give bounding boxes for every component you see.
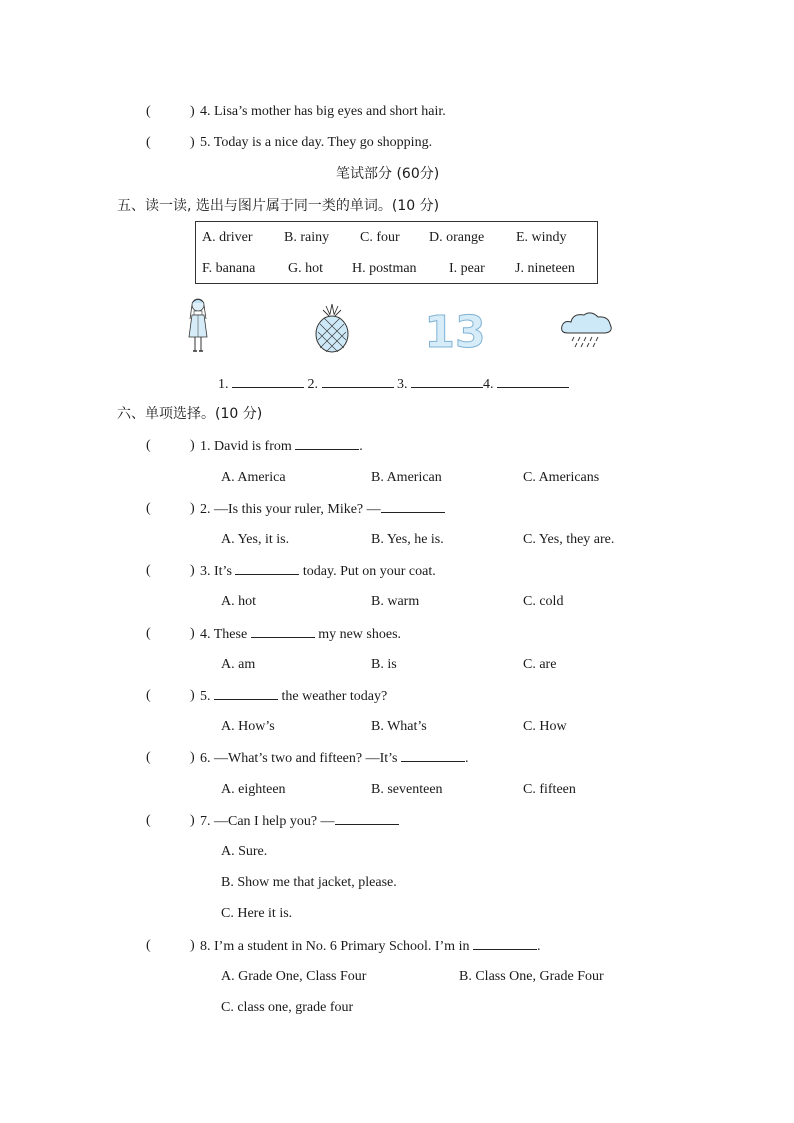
written-part-title: 笔试部分 (60分) <box>336 166 440 182</box>
question-number: 3. <box>200 564 211 579</box>
question-text <box>200 103 446 121</box>
question-number: 4. <box>200 104 211 119</box>
word-option: D. orange <box>429 230 485 245</box>
rain-cloud-picture <box>558 309 614 349</box>
option-b: B. Yes, he is. <box>371 532 444 547</box>
fill-blank[interactable] <box>401 749 465 762</box>
option-c: C. Americans <box>523 470 600 485</box>
section6-heading: 六、单项选择。(10 分) <box>117 406 263 422</box>
question-number: 4. <box>200 627 211 642</box>
option-a: A. eighteen <box>221 782 286 797</box>
option-c: C. Here it is. <box>221 906 293 921</box>
option-a: A. Yes, it is. <box>221 532 290 547</box>
question-number: 6. <box>200 751 211 766</box>
answer-paren-close: ) <box>190 135 195 150</box>
word-option: E. windy <box>516 230 567 245</box>
word-option: B. rainy <box>284 230 330 245</box>
answer-paren-close: ) <box>190 438 195 453</box>
question-text <box>200 812 399 831</box>
pineapple-picture <box>312 302 352 354</box>
word-option: J. nineteen <box>515 261 575 276</box>
answer-paren-close: ) <box>190 501 195 516</box>
answer-paren-open: ( <box>146 813 151 828</box>
option-c: C. fifteen <box>523 782 576 797</box>
question-text <box>200 625 401 644</box>
fill-blank[interactable] <box>473 937 537 950</box>
option-b: B. American <box>371 470 442 485</box>
question-text <box>200 562 436 581</box>
fill-blank[interactable] <box>381 500 445 513</box>
word-option: F. banana <box>202 261 256 276</box>
answer-paren-close: ) <box>190 750 195 765</box>
answer-paren-open: ( <box>146 938 151 953</box>
answer-paren-open: ( <box>146 438 151 453</box>
word-option: I. pear <box>449 261 485 276</box>
answer-blank-3[interactable] <box>411 375 483 388</box>
question-number: 8. <box>200 939 211 954</box>
answer-paren-open: ( <box>146 104 151 119</box>
option-c: C. Yes, they are. <box>523 532 615 547</box>
question-post: . <box>359 439 363 454</box>
option-c: C. class one, grade four <box>221 1000 354 1015</box>
option-a: A. am <box>221 657 256 672</box>
section5-heading: 五、读一读, 选出与图片属于同一类的单词。(10 分) <box>117 198 440 214</box>
answer-paren-open: ( <box>146 688 151 703</box>
word-option: H. postman <box>352 261 417 276</box>
option-c: C. cold <box>523 594 564 609</box>
fill-blank[interactable] <box>214 687 278 700</box>
number-13-text: 13 <box>424 307 486 358</box>
answer-paren-open: ( <box>146 135 151 150</box>
option-b: B. Class One, Grade Four <box>459 969 604 984</box>
question-number: 2. <box>200 502 211 517</box>
question-post: my new shoes. <box>318 627 402 642</box>
question-body: Today is a nice day. They go shopping. <box>213 135 433 150</box>
question-text <box>200 134 432 152</box>
question-number: 1. <box>200 439 211 454</box>
question-pre: —What’s two and fifteen? —It’s <box>214 751 398 766</box>
picture-answer-row <box>218 375 569 394</box>
option-a: A. How’s <box>221 719 275 734</box>
fill-blank[interactable] <box>235 562 299 575</box>
question-number: 7. <box>200 814 211 829</box>
answer-blank-2[interactable] <box>322 375 394 388</box>
option-b: B. Show me that jacket, please. <box>221 875 397 890</box>
question-pre: I’m a student in No. 6 Primary School. I’m in <box>214 939 470 954</box>
question-pre: —Can I help you? — <box>214 814 335 829</box>
question-pre: David is from <box>214 439 292 454</box>
question-text <box>200 437 363 456</box>
option-a: A. Sure. <box>221 844 268 859</box>
question-pre: —Is this your ruler, Mike? — <box>214 502 381 517</box>
word-option: G. hot <box>288 261 323 276</box>
answer-label: 2. <box>307 377 318 392</box>
answer-paren-close: ) <box>190 938 195 953</box>
answer-paren-close: ) <box>190 626 195 641</box>
word-bank-box <box>195 221 598 284</box>
answer-paren-close: ) <box>190 688 195 703</box>
option-b: B. What’s <box>371 719 427 734</box>
question-number: 5. <box>200 135 211 150</box>
option-a: A. Grade One, Class Four <box>221 969 367 984</box>
fill-blank[interactable] <box>295 437 359 450</box>
question-body: Lisa’s mother has big eyes and short hair. <box>214 104 446 119</box>
answer-blank-1[interactable] <box>232 375 304 388</box>
answer-paren-close: ) <box>190 813 195 828</box>
fill-blank[interactable] <box>335 812 399 825</box>
option-b: B. is <box>371 657 397 672</box>
answer-label: 1. <box>218 377 229 392</box>
question-text <box>200 500 445 519</box>
answer-paren-open: ( <box>146 750 151 765</box>
option-a: A. America <box>221 470 286 485</box>
option-c: C. are <box>523 657 557 672</box>
answer-paren-open: ( <box>146 501 151 516</box>
word-option: C. four <box>360 230 400 245</box>
question-post: . <box>536 939 541 954</box>
answer-blank-4[interactable] <box>497 375 569 388</box>
number-13-picture <box>424 307 486 358</box>
nurse-girl-picture <box>186 297 210 355</box>
answer-label: 3. <box>397 377 408 392</box>
answer-paren-open: ( <box>146 563 151 578</box>
question-pre: It’s <box>214 564 232 579</box>
option-b: B. warm <box>371 594 420 609</box>
option-a: A. hot <box>221 594 256 609</box>
answer-paren-close: ) <box>190 104 195 119</box>
option-b: B. seventeen <box>371 782 443 797</box>
answer-label: 4. <box>483 377 494 392</box>
answer-paren-close: ) <box>190 563 195 578</box>
question-post: . <box>465 751 469 766</box>
answer-paren-open: ( <box>146 626 151 641</box>
question-post: today. Put on your coat. <box>302 564 436 579</box>
question-post: the weather today? <box>281 689 388 704</box>
question-pre: These <box>213 627 248 642</box>
question-number: 5. <box>200 689 211 704</box>
option-c: C. How <box>523 719 567 734</box>
fill-blank[interactable] <box>251 625 315 638</box>
question-text <box>200 749 469 768</box>
question-text <box>200 687 387 706</box>
question-text <box>200 937 540 956</box>
word-option: A. driver <box>202 230 253 245</box>
